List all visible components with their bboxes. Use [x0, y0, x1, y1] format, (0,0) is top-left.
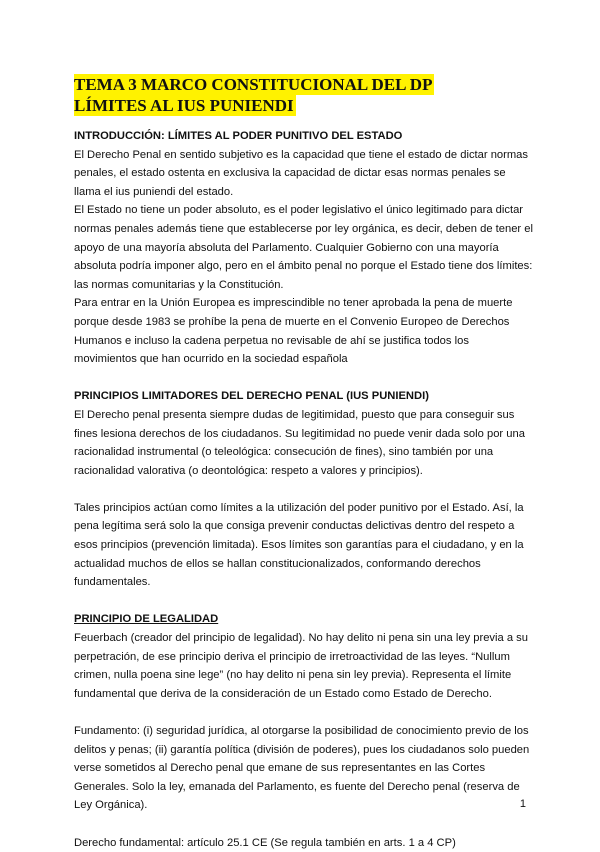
principles-paragraph-1: El Derecho penal presenta siempre dudas de legitimidad, puesto que para conseguir sus fines lesiona derechos de los ciudadanos. Su legitimidad no puede venir dada solo por una racionalidad instrumental (o teleológica: consecución de fines), sino también por una racionalidad valorativa (o deontológica: respeto a valores y principios). [74, 408, 525, 477]
spacer [74, 480, 534, 499]
intro-paragraph-2: El Estado no tiene un poder absoluto, es el poder legislativo el único legitimado para dictar normas penales además tiene que establecerse por ley orgánica, es decir, deben de tener el apoyo de una mayoría absoluta del Parlamento. Cualquier Gobierno con una mayoría absoluta podría imponer algo, pero en el ámbito penal no porque el Estado tiene dos límites: las normas comunitarias y la Constitución. [74, 204, 533, 291]
spacer [74, 703, 534, 722]
legality-paragraph-2: Fundamento: (i) seguridad jurídica, al otorgarse la posibilidad de conocimiento previo de los delitos y penas; (ii) garantía política (división de poderes), pues los ciudadanos solo pueden verse sometidos al Derecho penal que emane de sus representantes en las Cortes Generales. Solo la ley, emanada del Parlamento, es fuente del Derecho penal (reserva de Ley Orgánica). [74, 725, 530, 812]
title-line-1: TEMA 3 MARCO CONSTITUCIONAL DEL DP [74, 75, 433, 94]
principles-heading: PRINCIPIOS LIMITADORES DEL DERECHO PENAL (IUS PUNIENDI) [74, 390, 429, 403]
spacer [74, 369, 534, 388]
intro-heading: INTRODUCCIÓN: LÍMITES AL PODER PUNITIVO DEL ESTADO [74, 130, 403, 142]
document-title [74, 74, 534, 116]
page-number: 1 [519, 798, 526, 810]
intro-paragraph-3: Para entrar en la Unión Europea es imprescindible no tener aprobada la pena de muerte porque desde 1983 se prohíbe la pena de muerte en el Convenio Europeo de Derechos Humanos e incluso la cadena perpetua no revisable de ahí se justifica todos los movimientos que han ocurrido en la sociedad española [74, 297, 513, 366]
document-body [74, 127, 534, 852]
title-line-2: LÍMITES AL IUS PUNIENDI [74, 96, 294, 115]
spacer [74, 815, 534, 834]
intro-paragraph-1: El Derecho Penal en sentido subjetivo es la capacidad que tiene el estado de dictar normas penales, el estado ostenta en exclusiva la capacidad de dictar esas normas penales se llama el ius puniendi del estado. [74, 148, 529, 198]
legality-paragraph-1: Feuerbach (creador del principio de legalidad). No hay delito ni pena sin una ley previa a su perpetración, de ese principio deriva el principio de irretroactividad de las leyes. “Nullum crimen, nulla poena sine lege” (no hay delito ni pena sin ley previa). Representa el límite fundamental que deriva de la consideración de un Estado como Estado de Derecho. [74, 632, 528, 700]
principles-paragraph-2: Tales principios actúan como límites a la utilización del poder punitivo por el Estado. Así, la pena legítima será solo la que consiga prevenir conductas delictivas dentro del respeto a esos principios (prevención limitada). Esos límites son garantías para el ciudadano, y en la actualidad muchos de ellos se hallan constitucionalizados, conformando derechos fundamentales. [74, 501, 524, 589]
spacer [74, 592, 534, 611]
legality-paragraph-3: Derecho fundamental: artículo 25.1 CE (Se regula también en arts. 1 a 4 CP) [74, 836, 456, 849]
legality-heading: PRINCIPIO DE LEGALIDAD [74, 613, 219, 626]
